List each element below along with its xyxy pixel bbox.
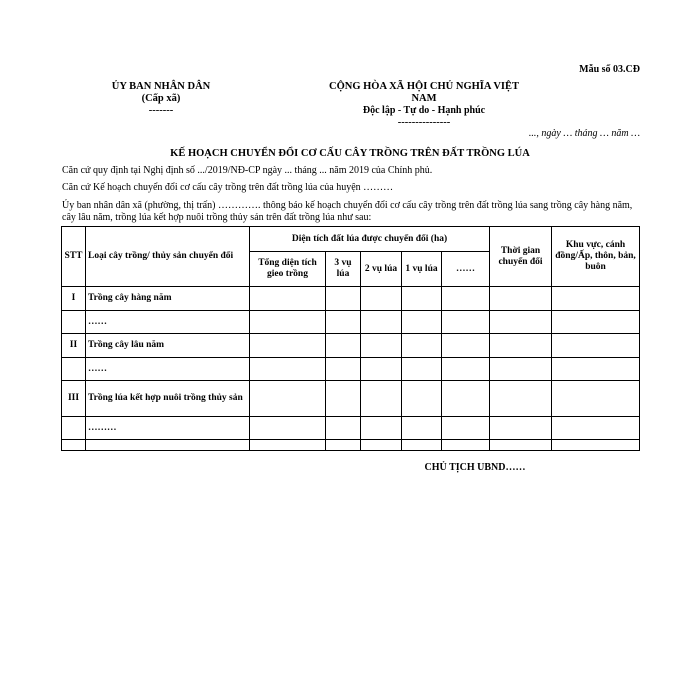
cell-1-crop[interactable] [402,440,442,451]
cell-total[interactable] [250,311,326,334]
header-other: …… [442,252,490,287]
row-name: Trồng cây lâu năm [86,334,250,358]
authority-name: ỦY BAN NHÂN DÂN [111,81,211,92]
cell-total[interactable] [250,358,326,381]
header-1-crop: 1 vụ lúa [402,252,442,287]
cell-3-crops[interactable] [326,381,361,417]
legal-basis-decree: Căn cứ quy định tại Nghị định số .../2019/NĐ-CP ngày ... tháng ... năm 2019 của Chính phủ. [62,165,433,176]
signature-block: CHỦ TỊCH UBND…… [424,462,526,473]
cell-time[interactable] [490,381,552,417]
form-code: Mẫu số 03.CĐ [579,64,640,75]
cell-region[interactable] [552,440,640,451]
cell-3-crops[interactable] [326,358,361,381]
row-stt [62,417,86,440]
table-row [62,334,640,358]
cell-1-crop[interactable] [402,334,442,358]
cell-other[interactable] [442,311,490,334]
row-stt [62,311,86,334]
header-2-crops: 2 vụ lúa [361,252,402,287]
cell-1-crop[interactable] [402,287,442,311]
cell-other[interactable] [442,417,490,440]
cell-total[interactable] [250,440,326,451]
cell-2-crops[interactable] [361,287,402,311]
cell-3-crops[interactable] [326,440,361,451]
cell-2-crops[interactable] [361,440,402,451]
cell-total[interactable] [250,381,326,417]
row-name: …… [86,358,250,381]
document-title: KẾ HOẠCH CHUYỂN ĐỔI CƠ CẤU CÂY TRỒNG TRÊN ĐẤT TRỒNG LÚA [170,148,530,159]
issuing-authority-header [90,81,232,117]
cell-3-crops[interactable] [326,417,361,440]
cell-2-crops[interactable] [361,311,402,334]
cell-time[interactable] [490,311,552,334]
row-name: …… [86,311,250,334]
national-motto-header [318,81,530,129]
cell-time[interactable] [490,287,552,311]
table-row [62,311,640,334]
header-converted-area: Diện tích đất lúa được chuyển đổi (ha) [250,227,490,252]
cell-2-crops[interactable] [361,358,402,381]
cell-other[interactable] [442,440,490,451]
cell-3-crops[interactable] [326,287,361,311]
cell-region[interactable] [552,417,640,440]
cell-3-crops[interactable] [326,311,361,334]
row-name: ……… [86,417,250,440]
cell-other[interactable] [442,381,490,417]
cell-total[interactable] [250,334,326,358]
cell-1-crop[interactable] [402,358,442,381]
cell-other[interactable] [442,287,490,311]
cell-region[interactable] [552,358,640,381]
row-stt: I [62,287,86,311]
authority-level: (Cấp xã) [141,93,181,104]
cell-region[interactable] [552,311,640,334]
cell-1-crop[interactable] [402,381,442,417]
cell-1-crop[interactable] [402,311,442,334]
table-row [62,287,640,311]
cell-region[interactable] [552,381,640,417]
cell-time[interactable] [490,440,552,451]
header-region: Khu vực, cánh đồng/Ấp, thôn, bản, buôn [552,227,640,287]
header-conversion-time: Thời gian chuyển đổi [490,227,552,287]
date-line: ..., ngày … tháng … năm … [528,128,640,139]
cell-2-crops[interactable] [361,381,402,417]
row-name: Trồng cây hàng năm [86,287,250,311]
cell-3-crops[interactable] [326,334,361,358]
row-stt [62,440,86,451]
cell-2-crops[interactable] [361,417,402,440]
legal-basis-district-plan: Căn cứ Kế hoạch chuyển đổi cơ cấu cây trồng trên đất trồng lúa của huyện ……… [62,182,394,193]
cell-2-crops[interactable] [361,334,402,358]
row-stt: II [62,334,86,358]
cell-1-crop[interactable] [402,417,442,440]
cell-time[interactable] [490,358,552,381]
header-stt: STT [62,227,86,287]
cell-total[interactable] [250,417,326,440]
cell-other[interactable] [442,358,490,381]
row-name: Trồng lúa kết hợp nuôi trồng thủy sản [86,381,250,417]
header-total-area: Tổng diện tích gieo trồng [250,252,326,287]
cell-region[interactable] [552,287,640,311]
cell-total[interactable] [250,287,326,311]
cell-other[interactable] [442,334,490,358]
country-name: CỘNG HÒA XÃ HỘI CHỦ NGHĨA VIỆT NAM [329,81,519,104]
table-row [62,440,640,451]
table-row [62,381,640,417]
table-header-row-1 [62,227,640,252]
national-motto: Độc lập - Tự do - Hạnh phúc [362,105,486,116]
cell-time[interactable] [490,417,552,440]
cell-region[interactable] [552,334,640,358]
row-name [86,440,250,451]
row-stt: III [62,381,86,417]
header-3-crops: 3 vụ lúa [326,252,361,287]
announcement-paragraph: Ủy ban nhân dân xã (phường, thị trấn) …………. thông báo kế hoạch chuyển đổi cơ cấu cây trồng trên đất trồng lúa sang trồng cây hàng năm, cây lâu năm, trồng lúa kết hợp nuôi trồng thủy sản trên đất trồng lúa như sau: [62,200,633,223]
table-row [62,358,640,381]
conversion-plan-table [61,226,640,451]
header-crop-type: Loại cây trồng/ thủy sản chuyển đổi [86,227,250,287]
row-stt [62,358,86,381]
motto-divider: --------------- [397,117,451,128]
authority-divider: ------- [148,105,174,116]
table-row [62,417,640,440]
cell-time[interactable] [490,334,552,358]
